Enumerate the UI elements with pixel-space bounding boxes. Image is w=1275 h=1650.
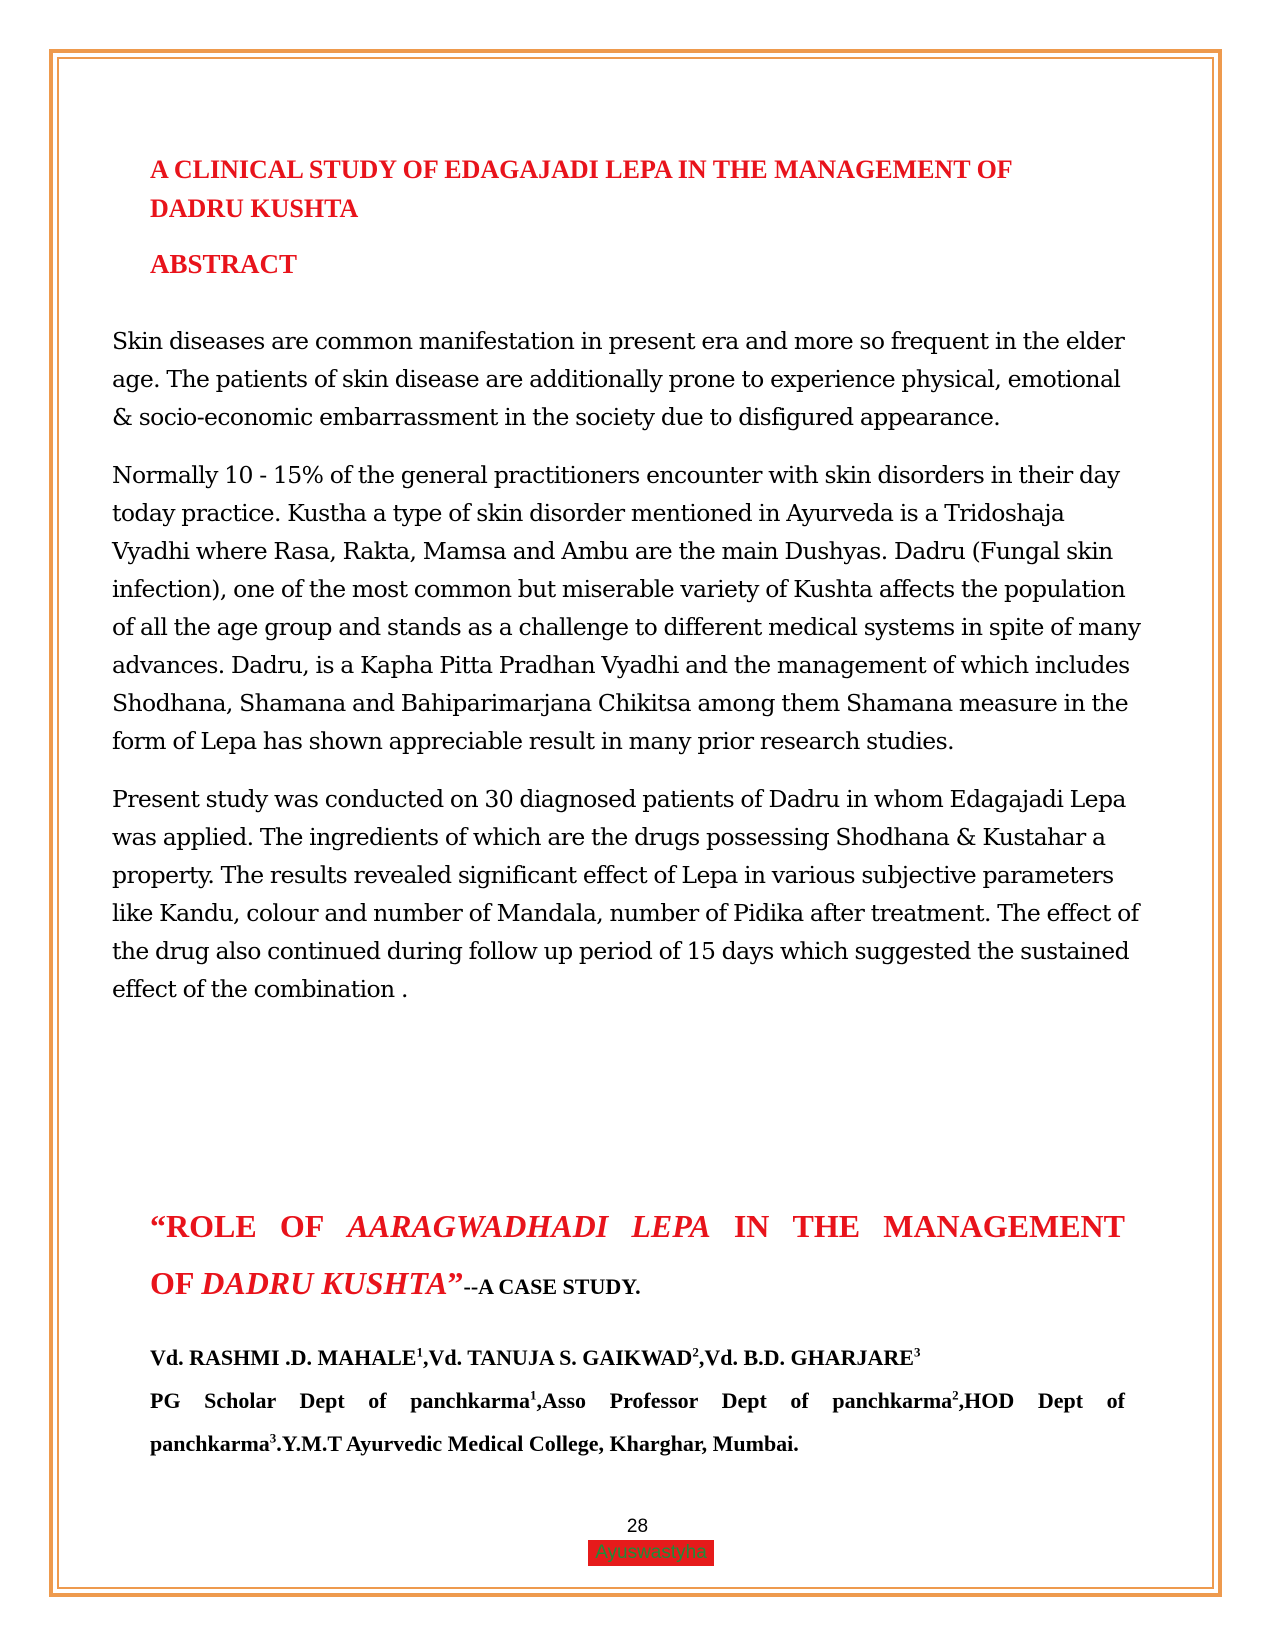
title-word-of-2: OF <box>150 1265 194 1301</box>
title-word-of: OF <box>279 1208 325 1244</box>
author-superscript: 1 <box>416 1344 423 1360</box>
affiliation-superscript: 2 <box>952 1387 959 1403</box>
affiliation-text: ,Asso Professor Dept of panchkarma <box>536 1388 953 1413</box>
article2-title <box>150 1198 1125 1315</box>
open-quote: “ <box>150 1208 166 1244</box>
abstract-paragraph-2: Normally 10 - 15% of the general practitioners encounter with skin disorders in their day today practice. Kustha a type of skin disorder mentioned in Ayurveda is a Tridoshaja Vyadhi where Rasa, Rakta, Mamsa and Ambu are the main Dushyas. Dadru (Fungal skin infection), one of the most common but miserable variety of Kushta affects the population of all the age group and stands as a challenge to different medical systems in spite of many advances. Dadru, is a Kapha Pitta Pradhan Vyadhi and the management of which includes Shodhana, Shamana and Bahiparimarjana Chikitsa among them Shamana measure in the form of Lepa has shown appreciable result in many prior research studies. <box>112 461 1141 755</box>
author-separator: , <box>698 1345 705 1370</box>
author-name: Vd. TANUJA S. GAIKWAD <box>428 1345 693 1370</box>
article2-title-line1 <box>150 1198 1125 1255</box>
title-word-the: THE <box>792 1208 861 1244</box>
affiliation-superscript: 1 <box>530 1387 537 1403</box>
page-number: 28 <box>626 1516 649 1537</box>
abstract-body <box>112 322 1142 1028</box>
title-suffix: --A CASE STUDY. <box>463 1274 641 1299</box>
article2-title-line2 <box>150 1255 1125 1315</box>
abstract-paragraph-3: Present study was conducted on 30 diagnosed patients of Dadru in whom Edagajadi Lepa was applied. The ingredients of which are the drugs possessing Shodhana & Kustahar a property. The results revealed significant effect of Lepa in various subjective parameters like Kandu, colour and number of Mandala, number of Pidika after treatment. The effect of the drug also continued during follow up period of 15 days which suggested the sustained effect of the combination . <box>112 785 1139 1003</box>
affiliation-superscript: 3 <box>269 1430 277 1446</box>
abstract-paragraph-1: Skin diseases are common manifestation in present era and more so frequent in the elder age. The patients of skin disease are additionally prone to experience physical, emotional & socio-economic embarrassment in the society due to disfigured appearance. <box>112 327 1125 431</box>
article1-title: A CLINICAL STUDY OF EDAGAJADI LEPA IN THE MANAGEMENT OF DADRU KUSHTA <box>150 155 1012 223</box>
title-word <box>150 1198 257 1255</box>
title-word-lepa: LEPA <box>631 1208 711 1244</box>
title-word-dadru-kushta: DADRU KUSHTA <box>201 1265 448 1301</box>
title-word-aaragwadhadi: AARAGWADHADI <box>347 1208 609 1244</box>
author-separator: , <box>422 1345 429 1370</box>
author-superscript: 2 <box>692 1344 699 1360</box>
author-name: Vd. B.D. GHARJARE <box>704 1345 914 1370</box>
affiliations <box>150 1379 1125 1465</box>
author-name: Vd. RASHMI .D. MAHALE <box>150 1345 417 1370</box>
title-word-role: ROLE <box>166 1208 257 1244</box>
title-word-management: MANAGEMENT <box>883 1208 1125 1244</box>
journal-badge: Ayuswastyha <box>588 1540 714 1566</box>
affiliation-text: ,HOD Dept of panchkarma <box>150 1388 1126 1456</box>
title-word-in: IN <box>733 1208 770 1244</box>
author-list <box>150 1336 1125 1379</box>
affiliation-text: .Y.M.T Ayurvedic Medical College, Kharghar, Mumbai. <box>276 1431 799 1456</box>
close-quote: ” <box>447 1265 464 1301</box>
affiliation-text: PG Scholar Dept of panchkarma <box>150 1388 531 1413</box>
author-superscript: 3 <box>913 1344 921 1360</box>
abstract-heading: ABSTRACT <box>150 249 298 279</box>
